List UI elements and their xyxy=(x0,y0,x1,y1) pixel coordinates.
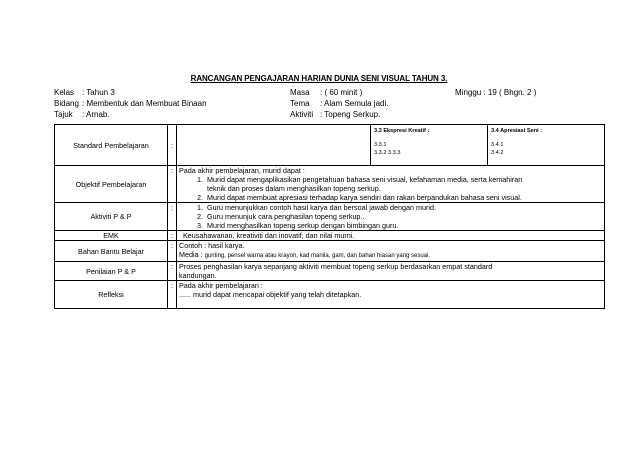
bahan-line1: Contoh : hasil karya. xyxy=(179,241,245,250)
emk-value: Keusahawanan, kreativiti dan inovatif, dan nilai murni. xyxy=(177,231,605,241)
meta-aktiviti xyxy=(290,109,388,120)
objektif-item-1-text: Murid dapat mengaplikasikan pengetahuan bahasa seni visual, kefahaman media, serta kemahiran xyxy=(207,175,523,184)
aktiviti-pp-label: Aktiviti P & P xyxy=(55,203,168,231)
row-refleksi xyxy=(55,281,605,309)
refleksi-content xyxy=(177,281,605,309)
lesson-plan-table xyxy=(54,124,605,309)
meta-middle xyxy=(290,87,388,120)
standard-empty-cell xyxy=(177,125,371,166)
objektif-label: Objektif Pembelajaran xyxy=(55,166,168,203)
document-title: RANCANGAN PENGAJARAN HARIAN DUNIA SENI VISUAL TAHUN 3. xyxy=(190,74,448,83)
objektif-item-1 xyxy=(205,175,602,193)
row-emk xyxy=(55,231,605,241)
refleksi-label: Refleksi xyxy=(55,281,168,309)
row-bahan xyxy=(55,241,605,262)
tema-label: Tema xyxy=(290,99,310,108)
bahan-colon: : xyxy=(168,241,177,262)
standard-label: Standard Pembelajaran xyxy=(55,125,168,166)
bahan-media-items: gunting, pensel warna atau krayon, kad manila, gam, dan bahan hiasan yang sesuai. xyxy=(204,253,431,259)
aktiviti-value: : Topeng Serkup. xyxy=(320,110,381,119)
meta-tema xyxy=(290,98,388,109)
row-standard xyxy=(55,125,605,166)
aktiviti-item-2: 2. Guru menunjuk cara penghasilan topeng serkup.. xyxy=(205,212,602,221)
standard-colon: : xyxy=(168,125,177,166)
masa-label: Masa xyxy=(290,88,310,97)
aktiviti-label: Aktiviti xyxy=(290,110,314,119)
apresiasi-heading: 3.4 Apresiasi Seni : xyxy=(491,128,543,134)
penilaian-line2: kandungan. xyxy=(179,271,217,280)
apresiasi-line2: 3.4.2 xyxy=(491,150,504,156)
aktiviti-pp-colon: : xyxy=(168,203,177,231)
penilaian-label: Penilaian P & P xyxy=(55,262,168,281)
kelas-value: : Tahun 3 xyxy=(82,88,115,97)
bahan-line2 xyxy=(179,250,602,261)
bahan-content xyxy=(177,241,605,262)
objektif-item-1-cont: teknik dan proses dalam menghasilkan topeng serkup. xyxy=(207,184,381,193)
emk-colon: : xyxy=(168,231,177,241)
aktiviti-item-3: 3. Murid menghasilkan topeng serkup dengan bimbingan guru. xyxy=(205,221,602,230)
row-aktiviti xyxy=(55,203,605,231)
objektif-item-2: 2. Murid dapat membuat apresiasi terhadap karya sendiri dan rakan berpandukan bahasa seni visual. xyxy=(205,193,602,202)
bahan-label: Bahan Bantu Belajar xyxy=(55,241,168,262)
objektif-content xyxy=(177,166,605,203)
bahan-media-prefix: Media : xyxy=(179,250,203,259)
refleksi-line2: ...... murid dapat mencapai objektif yang telah ditetapkan. xyxy=(179,290,362,299)
tema-value: : Alam Semula jadi. xyxy=(320,99,389,108)
aktiviti-pp-content xyxy=(177,203,605,231)
penilaian-line1: Proses penghasilan karya sepanjang aktiviti membuat topeng serkup berdasarkan empat standard xyxy=(179,262,493,271)
objektif-colon: : xyxy=(168,166,177,203)
meta-bidang xyxy=(54,98,207,109)
refleksi-line1: Pada akhir pembelajaran : xyxy=(179,281,263,290)
tajuk-value: : Arnab. xyxy=(82,110,110,119)
ekspresi-line2: 3.3.2 3.3.3 xyxy=(374,150,401,156)
meta-tajuk xyxy=(54,109,207,120)
penilaian-colon: : xyxy=(168,262,177,281)
meta-left xyxy=(54,87,207,120)
objektif-intro: Pada akhir pembelajaran, murid dapat : xyxy=(179,166,305,175)
row-objektif xyxy=(55,166,605,203)
ekspresi-line1: 3.3.1 xyxy=(374,142,387,148)
meta-minggu: Minggu : 19 ( Bhgn. 2 ) xyxy=(455,88,537,97)
masa-value: : ( 60 minit ) xyxy=(320,88,363,97)
emk-label: EMK xyxy=(55,231,168,241)
row-penilaian xyxy=(55,262,605,281)
bidang-label: Bidang xyxy=(54,99,79,108)
refleksi-colon: : xyxy=(168,281,177,309)
tajuk-label: Tajuk xyxy=(54,110,73,119)
kelas-label: Kelas xyxy=(54,88,75,97)
bidang-value: : Membentuk dan Membuat Binaan xyxy=(82,99,207,108)
ekspresi-heading: 3.3 Ekspresi Kreatif : xyxy=(374,128,430,134)
aktiviti-item-1: 1. Guru menunjukkan contoh hasil karya dan bersoal jawab dengan murid. xyxy=(205,203,602,212)
meta-kelas xyxy=(54,87,207,98)
penilaian-content xyxy=(177,262,605,281)
meta-masa xyxy=(290,87,388,98)
apresiasi-line1: 3.4.1 xyxy=(491,142,504,148)
ekspresi-cell xyxy=(371,125,488,166)
apresiasi-cell xyxy=(488,125,605,166)
